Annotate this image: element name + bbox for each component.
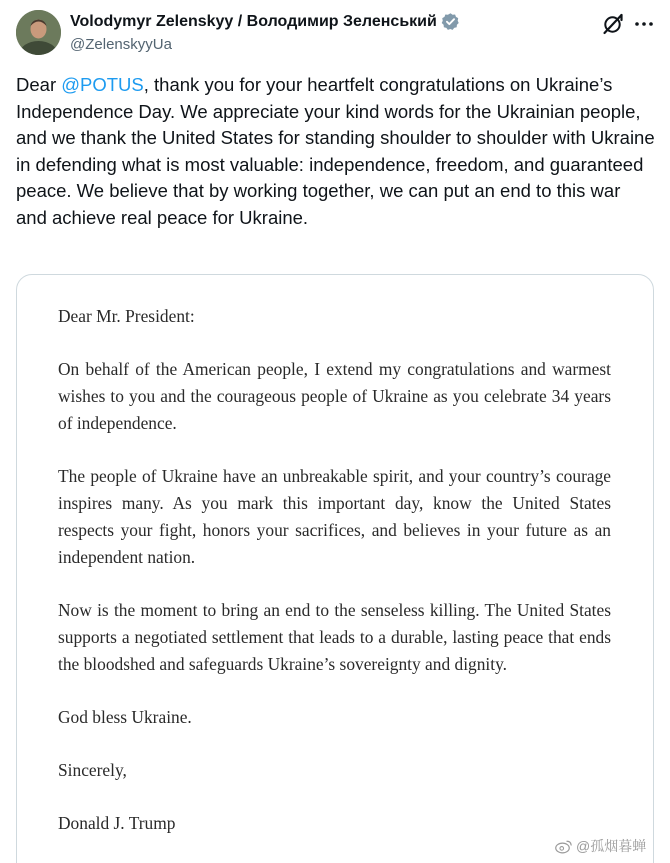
attached-letter-image[interactable]: [16, 274, 654, 863]
letter-blessing: God bless Ukraine.: [58, 707, 192, 727]
letter-signature: Donald J. Trump: [58, 813, 176, 833]
tweet-greeting: Dear: [16, 74, 62, 95]
letter-paragraph: Now is the moment to bring an end to the senseless killing. The United States supports a negotiated settlement that leads to a durable, lasting peace that ends the bloodshed and safeguards Ukraine’s sovereignty and dignity.: [58, 600, 611, 674]
author-handle[interactable]: @ZelenskyyUa: [70, 36, 172, 53]
grok-icon[interactable]: [601, 12, 625, 36]
letter-closing: Sincerely,: [58, 760, 127, 780]
mention-link[interactable]: @POTUS: [61, 74, 144, 95]
tweet-body: , thank you for your heartfelt congratulations on Ukraine’s Independence Day. We appreciate your kind words for the Ukrainian people, and we thank the United States for standing shoulder to shoulder with Ukraine in defending what is most valuable: independence, freedom, and guaranteed peace. We believe that by working together, we can put an end to this war and achieve real peace for Ukraine.: [16, 74, 655, 228]
watermark: [555, 836, 646, 856]
tweet-text: [16, 72, 656, 231]
watermark-text: @孤烟暮蝉: [576, 838, 647, 854]
author-display-name[interactable]: Volodymyr Zelenskyy / Володимир Зеленський: [70, 12, 437, 30]
verified-badge-icon[interactable]: [441, 12, 460, 31]
letter-salutation: Dear Mr. President:: [58, 306, 195, 326]
letter-paragraph: The people of Ukraine have an unbreakable spirit, and your country’s courage inspires many. As you mark this important day, know the United States respects your fight, honors your sacrifices, and believes in your future as an independent nation.: [58, 466, 611, 567]
letter-paragraph: On behalf of the American people, I extend my congratulations and warmest wishes to you and the courageous people of Ukraine as you celebrate 34 years of independence.: [58, 359, 611, 433]
avatar[interactable]: [16, 10, 61, 55]
author-name-row[interactable]: [70, 12, 460, 31]
letter-content: [58, 303, 611, 837]
more-icon[interactable]: [632, 12, 656, 36]
weibo-icon: [555, 839, 573, 854]
